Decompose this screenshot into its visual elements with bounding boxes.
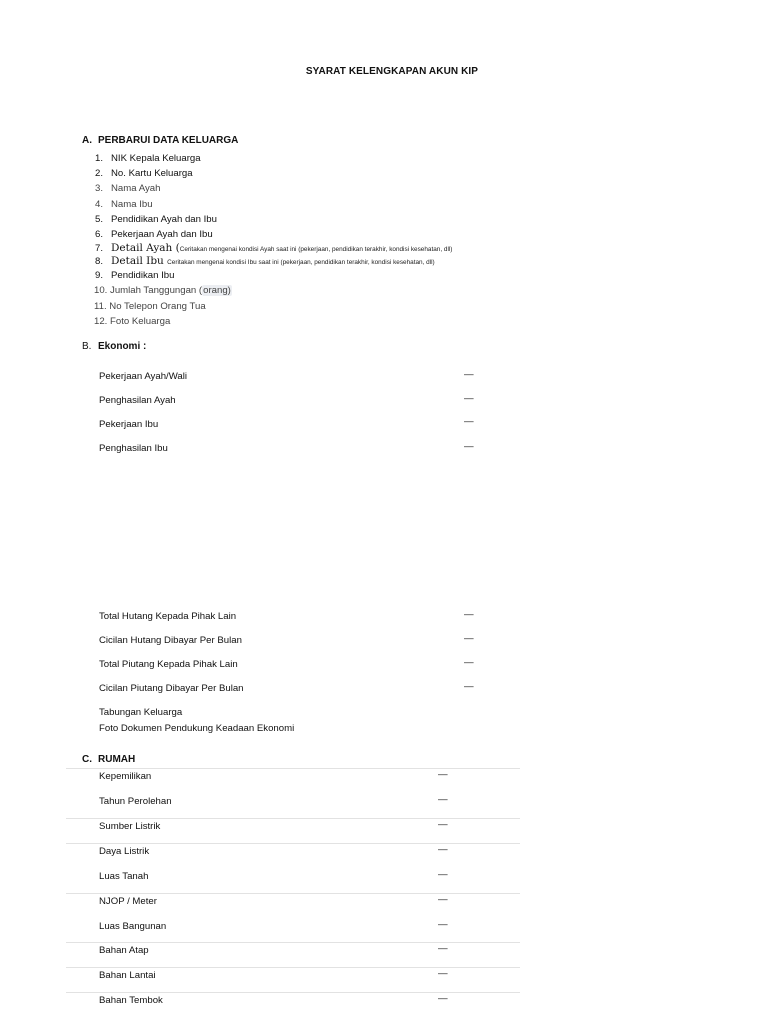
house-row-label: Daya Listrik bbox=[99, 846, 150, 857]
table-divider bbox=[66, 843, 520, 844]
economy-row-label: Pekerjaan Ibu bbox=[99, 419, 159, 430]
house-row-value: — bbox=[438, 819, 448, 830]
detail-note: Ceritakan mengenai kondisi Ayah saat ini (pekerjaan, pendidikan terakhir, kondisi kesehatan, dll) bbox=[179, 246, 453, 254]
table-divider bbox=[66, 942, 520, 943]
table-divider bbox=[66, 992, 520, 993]
list-item: 12. Foto Keluarga bbox=[94, 315, 171, 327]
house-row-value: — bbox=[438, 993, 448, 1004]
document-title: SYARAT KELENGKAPAN AKUN KIP bbox=[305, 66, 479, 77]
table-divider bbox=[66, 967, 520, 968]
economy-row-value: — bbox=[464, 681, 474, 692]
section-c-heading bbox=[82, 754, 135, 765]
table-divider bbox=[66, 768, 520, 769]
house-row-label: Tahun Perolehan bbox=[99, 796, 172, 807]
economy-row-value: — bbox=[464, 609, 474, 620]
economy-row-value: — bbox=[464, 657, 474, 668]
section-c-title: RUMAH bbox=[98, 754, 136, 765]
house-row-value: — bbox=[438, 943, 448, 954]
economy-row-value: — bbox=[464, 369, 474, 380]
list-item: 5. Pendidikan Ayah dan Ibu bbox=[95, 213, 217, 225]
economy-row-label: Pekerjaan Ayah/Wali bbox=[99, 371, 187, 382]
list-item: 4. Nama Ibu bbox=[95, 198, 153, 210]
economy-row-value: — bbox=[464, 441, 474, 452]
list-item: 3. Nama Ayah bbox=[95, 183, 161, 195]
economy-extra-item: Tabungan Keluarga bbox=[99, 707, 183, 718]
economy-row-value: — bbox=[464, 633, 474, 644]
table-divider bbox=[66, 818, 520, 819]
economy-row-label: Total Piutang Kepada Pihak Lain bbox=[99, 659, 238, 670]
house-row-value: — bbox=[438, 968, 448, 979]
highlighted-text: orang) bbox=[203, 285, 231, 297]
house-row-label: Bahan Atap bbox=[99, 945, 149, 956]
list-item: 1. NIK Kepala Keluarga bbox=[95, 153, 201, 164]
section-a-title: PERBARUI DATA KELUARGA bbox=[98, 135, 239, 146]
economy-row-label: Cicilan Hutang Dibayar Per Bulan bbox=[99, 635, 242, 646]
house-row-label: NJOP / Meter bbox=[99, 896, 157, 907]
economy-row-label: Total Hutang Kepada Pihak Lain bbox=[99, 611, 237, 622]
house-row-value: — bbox=[438, 769, 448, 780]
economy-row-value: — bbox=[464, 416, 474, 427]
list-item: 11. No Telepon Orang Tua bbox=[94, 300, 206, 312]
section-b-title: Ekonomi : bbox=[98, 341, 147, 352]
section-c-letter: C. bbox=[82, 754, 92, 765]
house-row-value: — bbox=[438, 894, 448, 905]
economy-row-label: Penghasilan Ibu bbox=[99, 443, 168, 454]
list-item: 2. No. Kartu Keluarga bbox=[95, 168, 193, 180]
detail-note: Ceritakan mengenai kondisi Ibu saat ini (pekerjaan, pendidikan terakhir, kondisi kesehatan, dll) bbox=[167, 259, 435, 267]
list-item: 10. Jumlah Tanggungan (orang) bbox=[94, 285, 231, 297]
section-b-heading bbox=[82, 341, 146, 352]
economy-row-label: Cicilan Piutang Dibayar Per Bulan bbox=[99, 683, 244, 694]
list-item: 9. Pendidikan Ibu bbox=[95, 270, 175, 282]
house-row-label: Bahan Lantai bbox=[99, 970, 156, 981]
economy-row-value: — bbox=[464, 393, 474, 404]
list-item: 8. Detail Ibu Ceritakan mengenai kondisi Ibu saat ini (pekerjaan, pendidikan terakhir, kondisi kesehatan, dll) bbox=[95, 255, 435, 268]
economy-extra-item: Foto Dokumen Pendukung Keadaan Ekonomi bbox=[99, 723, 295, 734]
house-row-label: Bahan Tembok bbox=[99, 995, 163, 1006]
table-divider bbox=[66, 893, 520, 894]
house-row-label: Luas Bangunan bbox=[99, 921, 167, 932]
house-row-label: Sumber Listrik bbox=[99, 821, 161, 832]
list-item: 7. Detail Ayah (Ceritakan mengenai kondisi Ayah saat ini (pekerjaan, pendidikan terakhir, kondisi kesehatan, dll) bbox=[95, 242, 453, 255]
house-row-label: Luas Tanah bbox=[99, 871, 149, 882]
family-data-list bbox=[95, 151, 452, 329]
house-row-label: Kepemilikan bbox=[99, 771, 152, 782]
house-row-value: — bbox=[438, 919, 448, 930]
economy-row-label: Penghasilan Ayah bbox=[99, 395, 176, 406]
section-a-letter: A. bbox=[82, 135, 92, 146]
house-row-value: — bbox=[438, 794, 448, 805]
section-a-heading bbox=[82, 135, 238, 146]
list-item: 6. Pekerjaan Ayah dan Ibu bbox=[95, 228, 213, 240]
house-row-value: — bbox=[438, 844, 448, 855]
section-b-letter: B. bbox=[82, 341, 92, 352]
house-row-value: — bbox=[438, 869, 448, 880]
